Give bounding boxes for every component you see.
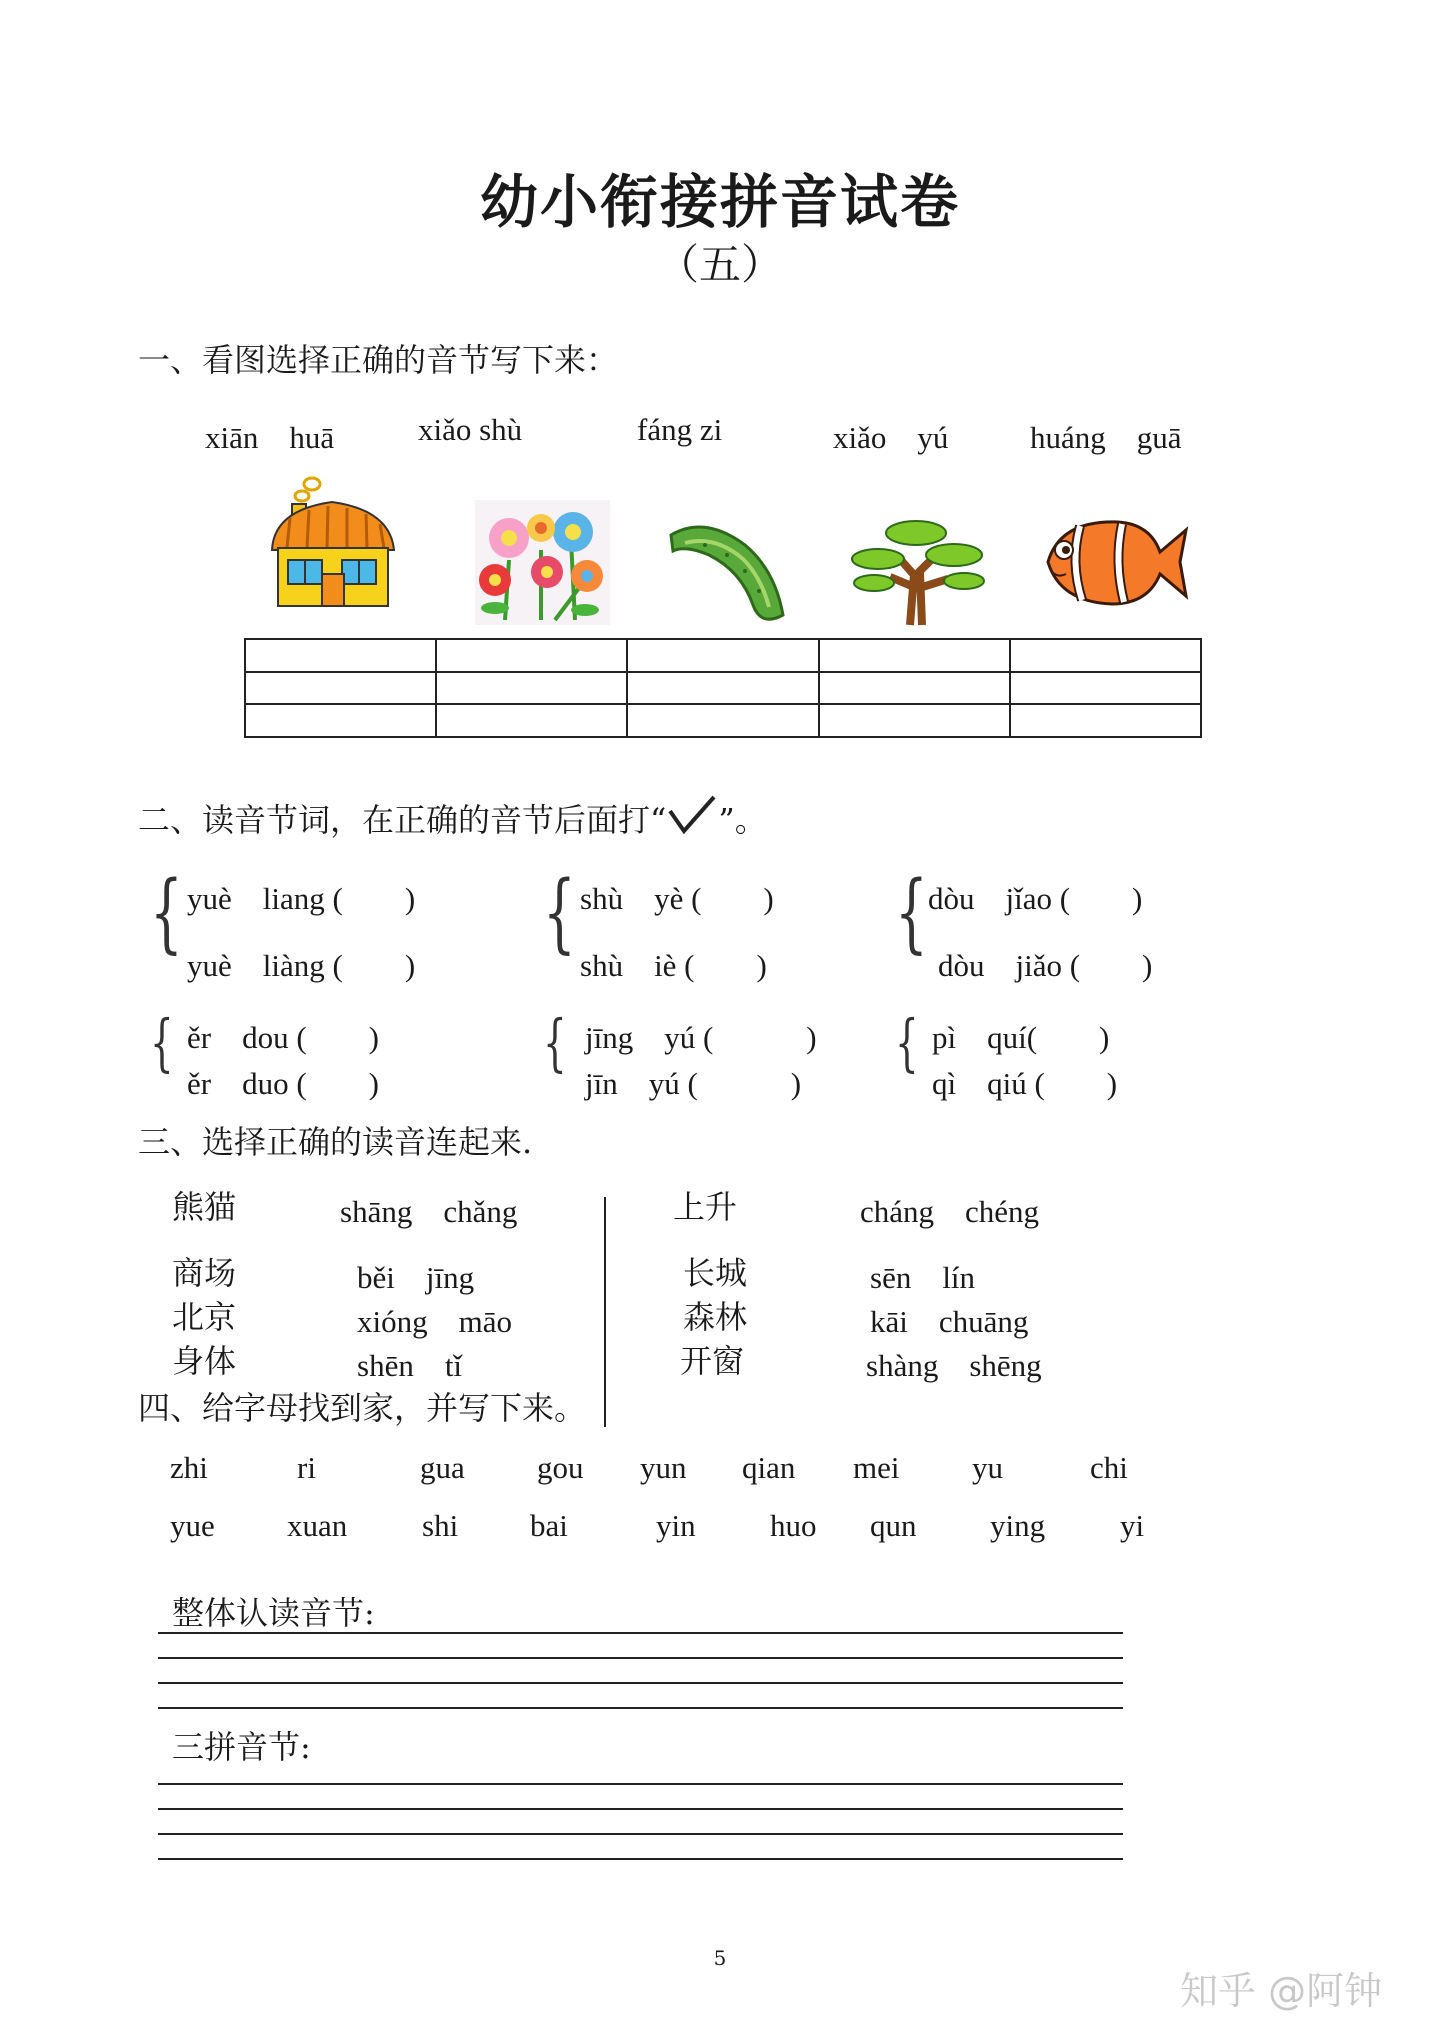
flower-picture [475,500,610,625]
choice-erduo-b: ěr duo ( ) [187,1066,379,1101]
syllable: yu [972,1450,1003,1485]
pinyin-shangsheng[interactable]: shàng shēng [866,1348,1042,1383]
label-whole-syllables: 整体认读音节: [172,1594,375,1632]
choice-erduo-a: ěr dou ( ) [187,1020,379,1055]
answer-cell[interactable] [1010,704,1201,737]
writing-line[interactable] [158,1682,1123,1684]
answer-cell[interactable] [245,639,436,672]
syllable: chi [1090,1450,1128,1485]
brace-icon: { [150,1006,174,1079]
writing-line[interactable] [158,1783,1123,1785]
syllable: yue [170,1508,215,1543]
answer-cell[interactable] [436,639,627,672]
section2-heading-close-quote: ”。 [718,801,767,839]
answer-cell[interactable] [245,672,436,705]
pinyin-xiongmao[interactable]: xióng māo [357,1304,512,1339]
section1-heading: 一、看图选择正确的音节写下来： [138,341,619,379]
option-xiao-yu: xiǎo yú [833,420,949,455]
pinyin-shangchang[interactable]: shāng chǎng [340,1194,518,1229]
label-three-part-syllables: 三拼音节: [172,1728,311,1766]
brace-icon: { [150,863,183,963]
answer-cell[interactable] [1010,672,1201,705]
syllable: qian [742,1450,796,1485]
answer-cell[interactable] [819,672,1010,705]
syllable: yi [1120,1508,1145,1543]
option-xian-hua: xiān huā [205,420,335,455]
tree-picture [850,515,990,627]
choice-jinyu-b: jīn yú ( ) [585,1066,802,1101]
checkmark-icon [666,795,718,835]
choice-qiqiu-b: qì qiú ( ) [932,1066,1118,1101]
column-divider [604,1197,606,1427]
watermark: 知乎 @阿钟 [1180,1969,1383,2013]
section4-heading: 四、给字母找到家，并写下来。 [138,1389,587,1427]
brace-icon: { [895,1006,919,1079]
syllable: ri [297,1450,316,1485]
choice-shuye-a: shù yè ( ) [580,881,774,916]
section2-heading-open-quote: “ [650,801,667,839]
pinyin-kaichuang[interactable]: kāi chuāng [870,1304,1029,1339]
pinyin-shenti[interactable]: shēn tǐ [357,1348,463,1383]
pinyin-senlin[interactable]: sēn lín [870,1260,976,1295]
answer-cell[interactable] [627,639,818,672]
word-beijing[interactable]: 北京 [172,1298,237,1336]
word-senlin[interactable]: 森林 [683,1298,748,1336]
answer-cell[interactable] [627,672,818,705]
word-shangsheng[interactable]: 上升 [673,1188,738,1226]
writing-line[interactable] [158,1833,1123,1835]
section2-heading [138,795,767,841]
writing-line[interactable] [158,1858,1123,1860]
writing-line[interactable] [158,1632,1123,1634]
brace-icon: { [543,863,576,963]
house-picture [262,470,402,620]
answer-table [244,638,1202,738]
syllable: mei [853,1450,900,1485]
answer-cell[interactable] [819,704,1010,737]
writing-line[interactable] [158,1808,1123,1810]
answer-cell[interactable] [436,672,627,705]
choice-qiqiu-a: pì quí( ) [932,1020,1110,1055]
word-shangchang[interactable]: 商场 [172,1254,237,1292]
syllable: huo [770,1508,817,1543]
word-changcheng[interactable]: 长城 [683,1254,748,1292]
answer-cell[interactable] [245,704,436,737]
choice-doujiao-a: dòu jǐao ( ) [928,881,1143,916]
word-shenti[interactable]: 身体 [172,1342,237,1380]
syllable: qun [870,1508,917,1543]
choice-doujiao-b: dòu jiǎo ( ) [938,948,1153,983]
syllable: yun [640,1450,687,1485]
pinyin-changcheng[interactable]: cháng chéng [860,1194,1040,1229]
syllable: yin [656,1508,696,1543]
option-xiao-shu: xiǎo shù [418,412,523,447]
answer-cell[interactable] [819,639,1010,672]
option-huang-gua: huáng guā [1030,420,1182,455]
writing-line[interactable] [158,1657,1123,1659]
cucumber-picture [665,515,805,625]
syllable: gua [420,1450,465,1485]
pinyin-beijing[interactable]: běi jīng [357,1260,475,1295]
fish-picture [1040,500,1190,625]
option-fang-zi: fáng zi [637,412,723,447]
word-kaichuang[interactable]: 开窗 [680,1342,745,1380]
page-number: 5 [713,1946,727,1970]
brace-icon: { [543,1006,567,1079]
syllable: ying [990,1508,1046,1543]
page-subtitle: （五） [656,240,783,289]
answer-cell[interactable] [436,704,627,737]
page-title: 幼小衔接拼音试卷 [479,168,960,236]
section2-heading-text: 二、读音节词，在正确的音节后面打 [138,801,651,839]
brace-icon: { [895,863,928,963]
syllable: zhi [170,1450,208,1485]
choice-yueliang-a: yuè liang ( ) [187,881,416,916]
choice-shuye-b: shù iè ( ) [580,948,767,983]
section3-heading: 三、选择正确的读音连起来. [138,1123,533,1161]
syllable: shi [422,1508,459,1543]
choice-jinyu-a: jīng yú ( ) [585,1020,817,1055]
answer-cell[interactable] [627,704,818,737]
writing-line[interactable] [158,1707,1123,1709]
word-xiongmao[interactable]: 熊猫 [172,1188,237,1226]
syllable: gou [537,1450,584,1485]
syllable: bai [530,1508,568,1543]
answer-cell[interactable] [1010,639,1201,672]
choice-yueliang-b: yuè liàng ( ) [187,948,416,983]
syllable: xuan [287,1508,348,1543]
